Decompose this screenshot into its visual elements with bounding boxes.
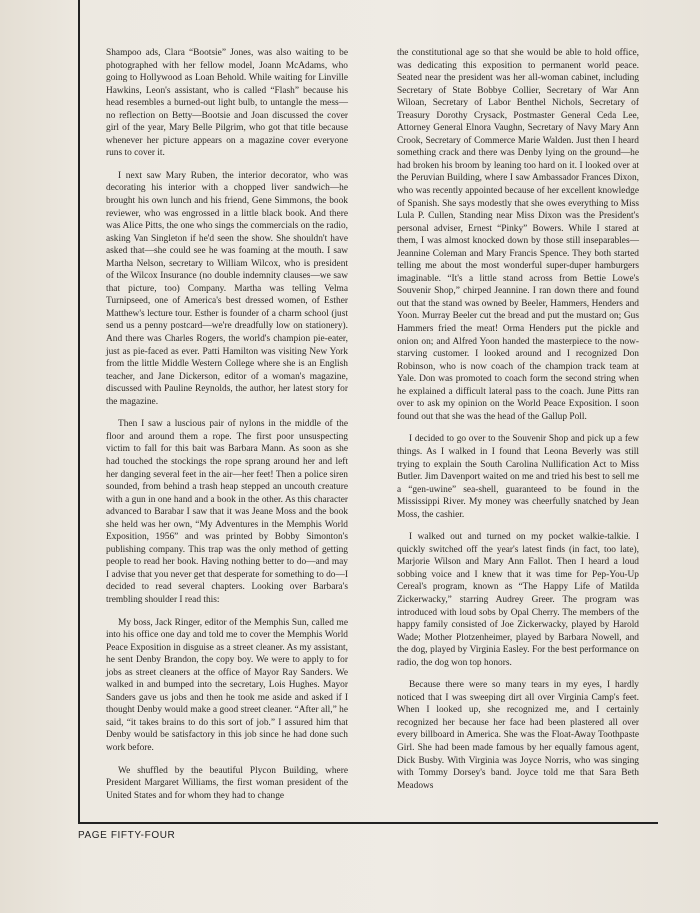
- right-paragraph-1: the constitutional age so that she would be able to hold office, was dedicating this exposition to permanent world peace. Seated near the president was her all-woman cabinet, including Secretary of State Bobbye Collier, Secretary of War Ann Wiloan, Secretary of Labor Benthel Nichols, Secretary of Treasury Dorothy Crysack, Postmaster General Ceda Lee, Attorney General Elnora Vaughn, Secretary of Navy Mary Ann Crook, Secretary of Commerce Marie Walden. Just then I heard something crack and there was Denby lying on the ground—he had broken his broom by leaning too hard on it. I looked over at the Peruvian Building, where I saw Ambassador Frances Dixon, who was recently appointed because of her excellent knowledge of Spanish. She says modestly that she owes everything to Miss Lula P. Cullen, Standing near Miss Dixon was the President's personal adviser, Ernest “Pinky” Bowers. While I stared at them, I was almost knocked down by those still inseparables—Jeannine Coleman and Mary Francis Spence. They both started telling me about the most wonderful super-duper hamburgers imaginable. “It's a little stand across from Bettie Lowe's Souvenir Shop,” chirped Jeannine. I ran down there and found out that the stand was owned by Beeler, Hammers, Henders and Yoon. Murray Beeler cut the bread and put the mustard on; Gus Hammers fried the meat! Orma Henders put the pickle and onion on; and Alfred Yoon handed the masterpiece to the now-starving customer. I looked around and I recognized Don Robinson, who is now coach of the champion track team at Yale. Don was promoted to coach form the second string when he explained a difficult lateral pass to the coach. June Pitts ran over to ask my opinion on the World Peace Exposition. I soon found out that she was the head of the Gallup Poll.: [397, 48, 639, 422]
- left-paragraph-2: I next saw Mary Ruben, the interior decorator, who was decorating his interior with a chopped liver sandwich—he brought his own lunch and his friend, Gene Simmons, the book reviewer, who was engrossed in a little black book. And there was Alice Pitts, the one who sings the commercials on the radio, asking Van Singleton if he'd seen the show. She shouldn't have asked that—she could see he was foaming at the mouth. I saw Martha Nelson, secretary to William Wilcox, who is president of the Wilcox Insurance (no double indemnity clauses—we saw that picture, too) Company. Martha was telling Velma Turnipseed, one of America's best dressed women, of Esther Matthew's lecture tour. Esther is founder of a charm school (just send us a penny postcard—we're dreadfully low on stationery). And there was Charles Rogers, the world's champion pie-eater, just as pie-faced as ever. Patti Hamilton was visiting New York from the little Middle Western College where she is an English teacher, and Jane Dickerson, editor of a woman's magazine, discussed with Pauline Reynolds, the author, her latest story for the magazine.: [106, 170, 348, 407]
- left-paragraph-1: Shampoo ads, Clara “Bootsie” Jones, was also waiting to be photographed with her fellow model, Joann McAdams, who going to Hollywood as Loan Behold. While waiting for Linville Hawkins, Leon's assistant, who is called “Flash” because his head resembles a burned-out light bulb, to untangle the mess—no reflection on Betty—Bootsie and Joan discussed the cover girl of the year, Mary Belle Pilgrim, who got that title because whenever her picture appears on a magazine cover everyone runs to cover it.: [106, 48, 348, 159]
- left-paragraph-4: My boss, Jack Ringer, editor of the Memphis Sun, called me into his office one day and told me to cover the Memphis World Peace Exposition in disguise as a street cleaner. As my assistant, he sent Denby Brandon, the copy boy. We were to apply to for jobs as street cleaners at the office of Mayor Ray Sanders. We walked in and bumped into the secretary, Lois Hughes. Mayor Sanders gave us jobs and then he took me aside and asked if I thought Denby would make a good street cleaner. “After all,” he said, “it takes brains to do this sort of job.” I assured him that Denby would be satisfactory in this job since he had done such work before.: [106, 617, 348, 753]
- right-paragraph-2: I decided to go over to the Souvenir Shop and pick up a few things. As I walked in I found that Leona Beverly was still trying to explain the South Carolina Nullification Act to Miss Butler. Jim Davenport waited on me and tried his best to sell me a “gen-uwine” sea-shell, guaranteed to be found in the Mississippi River. My money was cheerfully snatched by Jean Moss, the cashier.: [397, 434, 639, 520]
- left-paragraph-5: We shuffled by the beautiful Plycon Building, where President Margaret Williams, the first woman president of the United States and for whom they had to change: [106, 765, 348, 801]
- right-text-column: [397, 47, 639, 802]
- left-text-column: [106, 47, 348, 812]
- right-paragraph-3: I walked out and turned on my pocket walkie-talkie. I quickly switched off the year's latest finds (in fact, too late), Marjorie Wilson and Mary Ann Fallot. Then I heard a loud sobbing voice and I knew that it was time for Pep-You-Up Cereal's program, known as “The Happy Life of Matilda Zickerwacky,” starring Audrey Greer. The program was introduced with loud sobs by Opal Cherry. The members of the happy family consisted of Joe Zickerwacky, played by Harold Wade; Mother Plotzenheimer, played by Barbara Nowell, and the dog, played by Virginia Easley. For the best performance on radio, the dog won top honors.: [397, 532, 639, 668]
- bottom-border-rule: [78, 822, 658, 824]
- left-paragraph-3: Then I saw a luscious pair of nylons in the middle of the floor and around them a rope. The first poor unsuspecting victim to fall for this bait was Barbara Mann. As soon as she had touched the stockings the rope sprang around her and left her danging several feet in the air—her feet! Then a police siren sounded, from behind a trash heap stepped an uncouth creature with a gun in one hand and a book in the other. As this character advanced to Barabar I saw that it was Jeane Moss and the book she held was her own, “My Adventures in the Memphis World Exposition, 1956” and was printed by Bobby Simonton's publishing company. This trap was the only method of getting people to read her book. Having nothing better to do—and may I advise that you never get that desperate for something to do—I decided to read several chapters. Looking over Barbara's trembling shoulder I read this:: [106, 419, 348, 605]
- left-border-rule: [78, 0, 80, 822]
- page-number: PAGE FIFTY-FOUR: [78, 830, 176, 841]
- right-paragraph-4: Because there were so many tears in my eyes, I hardly noticed that I was sweeping dirt all over Virginia Camp's feet. When I looked up, she recognized me, and I certainly recognized her because her face had been plastered all over every billboard in America. She was the Float-Away Toothpaste Girl. She had been made famous by her equally famous agent, Dick Busby. With Virginia was Joyce Norris, who was singing with Tommy Dorsey's band. Joyce told me that Sara Beth Meadows: [397, 680, 639, 791]
